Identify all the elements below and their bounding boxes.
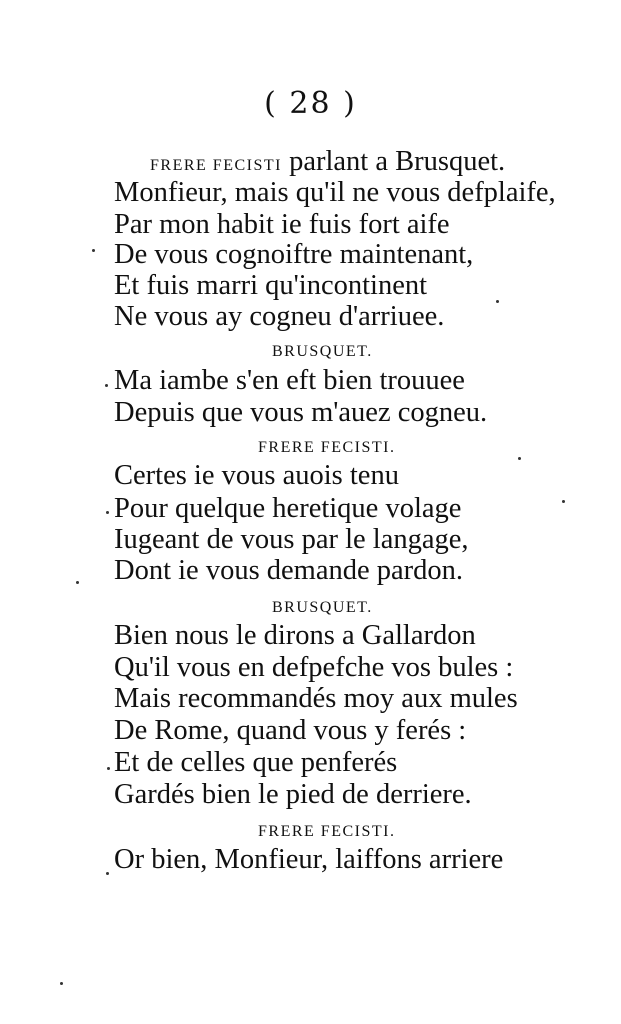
- verse-line: Ma iambe s'en eft bien trouuee: [114, 365, 465, 396]
- verse-line: Bien nous le dirons a Gallardon: [114, 620, 476, 651]
- verse-line: Qu'il vous en defpefche vos bules :: [114, 652, 514, 683]
- verse-line: Par mon habit ie fuis fort aife: [114, 209, 450, 240]
- print-speck: [60, 982, 63, 985]
- print-speck: [76, 581, 79, 584]
- stage-direction: parlant a Brusquet.: [281, 146, 506, 177]
- verse-line: Dont ie vous demande pardon.: [114, 555, 464, 586]
- print-speck: [92, 249, 95, 252]
- verse-line: Iugeant de vous par le langage,: [114, 524, 469, 555]
- verse-line: Depuis que vous m'auez cogneu.: [114, 397, 488, 428]
- verse-line: Ne vous ay cogneu d'arriuee.: [114, 301, 445, 332]
- verse-line: Mais recommandés moy aux mules: [114, 683, 518, 714]
- speaker-heading-brusquet: BRUSQUET.: [272, 599, 373, 616]
- verse-line: Et fuis marri qu'incontinent: [114, 270, 428, 301]
- verse-line: De Rome, quand vous y ferés :: [114, 715, 467, 746]
- page-number: ( 28 ): [264, 86, 357, 121]
- verse-line: Gardés bien le pied de derriere.: [114, 779, 472, 810]
- print-speck: [105, 384, 108, 387]
- print-speck: [562, 500, 565, 503]
- verse-line: Or bien, Monfieur, laiffons arriere: [114, 844, 504, 875]
- verse-line: Certes ie vous auois tenu: [114, 460, 399, 491]
- speaker-heading-brusquet: BRUSQUET.: [272, 343, 373, 360]
- verse-line: De vous cognoiftre maintenant,: [114, 239, 474, 270]
- verse-line: Et de celles que penferés: [114, 747, 398, 778]
- speaker-heading-frere-fecisti: FRERE FECISTI.: [258, 439, 396, 456]
- speaker-name: FRERE FECISTI: [150, 157, 282, 174]
- verse-line: Pour quelque heretique volage: [114, 493, 462, 524]
- print-speck: [106, 511, 109, 514]
- print-speck: [496, 300, 499, 303]
- print-speck: [106, 872, 109, 875]
- verse-line: Monfieur, mais qu'il ne vous defplaife,: [114, 177, 556, 208]
- print-speck: [518, 457, 521, 460]
- print-speck: [107, 767, 110, 770]
- speaker-heading-frere-fecisti: FRERE FECISTI.: [258, 823, 396, 840]
